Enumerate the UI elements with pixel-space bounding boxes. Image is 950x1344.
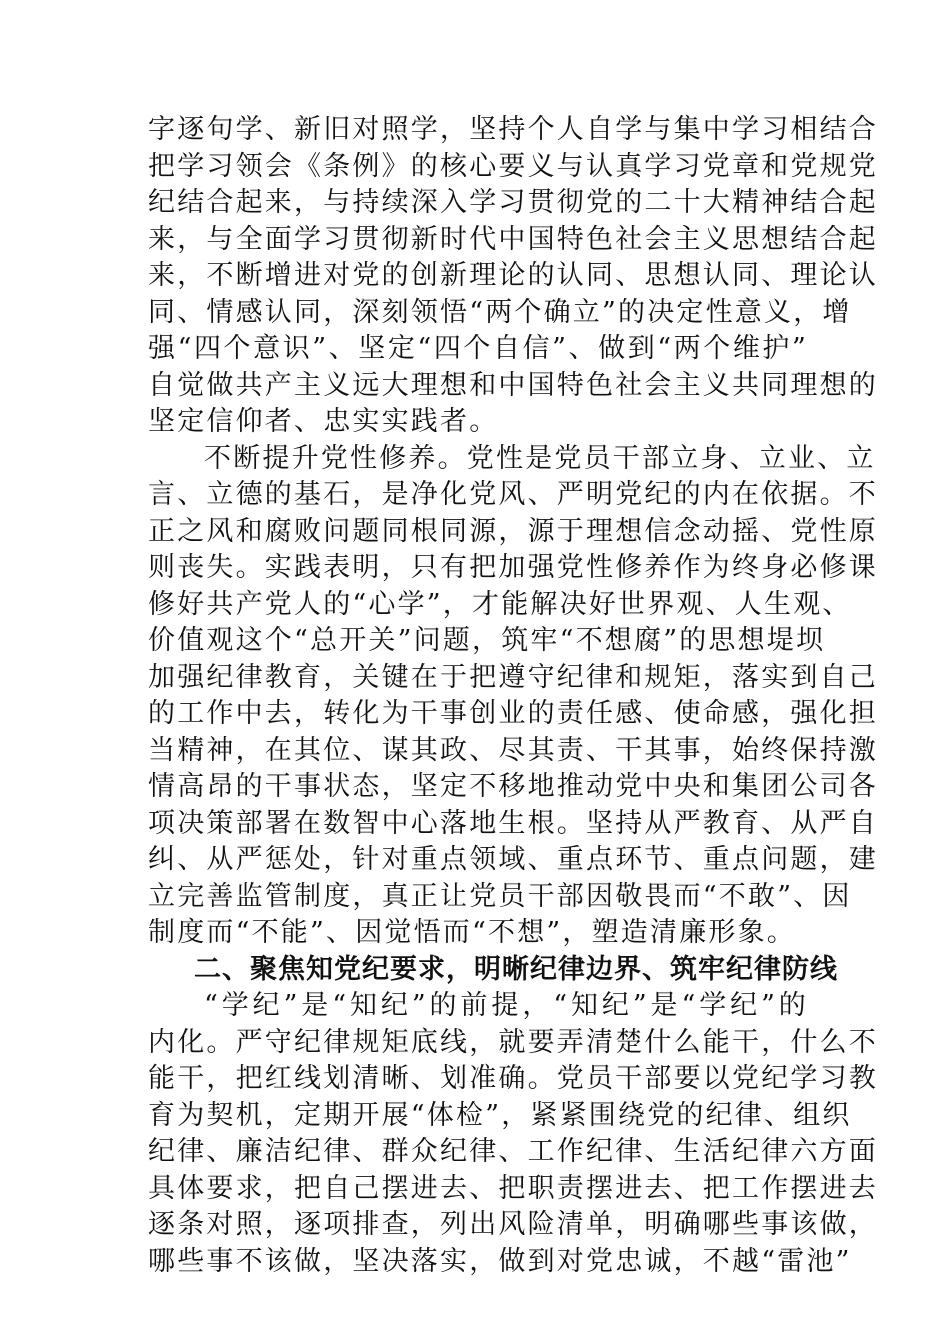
section-heading	[148, 952, 838, 989]
text-line: 同、情感认同，深刻领悟“两个确立”的决定性意义，增	[148, 296, 852, 328]
text-line: 自觉做共产主义远大理想和中国特色社会主义共同理想的	[148, 369, 878, 401]
text-line: 制度而“不能”、因觉悟而“不想”，塑造清廉形象。	[148, 917, 797, 948]
text-line: 字逐句学、新旧对照学，坚持个人自学与集中学习相结合	[148, 114, 878, 145]
text-line: 能干，把红线划清晰、划准确。党员干部要以党纪学习教	[148, 1063, 878, 1094]
text-line: 正之风和腐败问题同根同源，源于理想信念动摇、党性原	[148, 515, 878, 547]
paragraph-1	[148, 112, 878, 441]
text-line: 当精神，在其位、谋其政、尽其责、干其事，始终保持激	[148, 734, 878, 766]
text-line: 内化。严守纪律规矩底线，就要弄清楚什么能干，什么不	[148, 1026, 878, 1058]
text-line: 具体要求，把自己摆进去、把职责摆进去、把工作摆进去	[148, 1172, 878, 1204]
text-line: 来，与全面学习贯彻新时代中国特色社会主义思想结合起	[148, 223, 878, 255]
text-line: 把学习领会《条例》的核心要义与认真学习党章和党规党	[148, 150, 878, 182]
text-line: 育为契机，定期开展“体检”，紧紧围绕党的纪律、组织	[148, 1099, 852, 1131]
heading-line: 二、聚焦知党纪要求，明晰纪律边界、筑牢纪律防线	[194, 953, 838, 985]
text-line: 哪些事不该做，坚决落实，做到对党忠诚，不越“雷池”	[148, 1245, 852, 1277]
text-line: 逐条对照，逐项排查，列出风险清单，明确哪些事该做，	[148, 1209, 878, 1240]
text-line: 修好共产党人的“心学”，才能解决好世界观、人生观、	[148, 588, 852, 620]
text-line: “学纪”是“知纪”的前提，“知纪”是“学纪”的	[204, 990, 808, 1021]
text-line: 纪结合起来，与持续深入学习贯彻党的二十大精神结合起	[148, 187, 878, 218]
text-line: 言、立德的基石，是净化党风、严明党纪的内在依据。不	[148, 479, 878, 510]
text-line: 纪律、廉洁纪律、群众纪律、工作纪律、生活纪律六方面	[148, 1136, 878, 1167]
text-line: 的工作中去，转化为干事创业的责任感、使命感，强化担	[148, 698, 878, 729]
paragraph-2	[148, 441, 878, 952]
text-line: 情高昂的干事状态，坚定不移地推动党中央和集团公司各	[148, 771, 878, 802]
text-line: 价值观这个“总开关”问题，筑牢“不想腐”的思想堤坝	[148, 625, 826, 656]
text-line: 不断提升党性修养。党性是党员干部立身、立业、立	[204, 442, 876, 474]
text-line: 坚定信仰者、忠实实践者。	[148, 406, 499, 437]
document-body	[148, 112, 878, 1280]
text-line: 则丧失。实践表明，只有把加强党性修养作为终身必修课	[148, 552, 878, 583]
text-line: 加强纪律教育，关键在于把遵守纪律和规矩，落实到自己	[148, 661, 878, 693]
text-line: 项决策部署在数智中心落地生根。坚持从严教育、从严自	[148, 807, 878, 839]
text-line: 纠、从严惩处，针对重点领域、重点环节、重点问题，建	[148, 844, 878, 875]
paragraph-3	[148, 988, 878, 1280]
text-line: 来，不断增进对党的创新理论的认同、思想认同、理论认	[148, 260, 878, 291]
text-line: 强“四个意识”、坚定“四个自信”、做到“两个维护”	[148, 333, 808, 364]
text-line: 立完善监管制度，真正让党员干部因敬畏而“不敢”、因	[148, 880, 852, 912]
